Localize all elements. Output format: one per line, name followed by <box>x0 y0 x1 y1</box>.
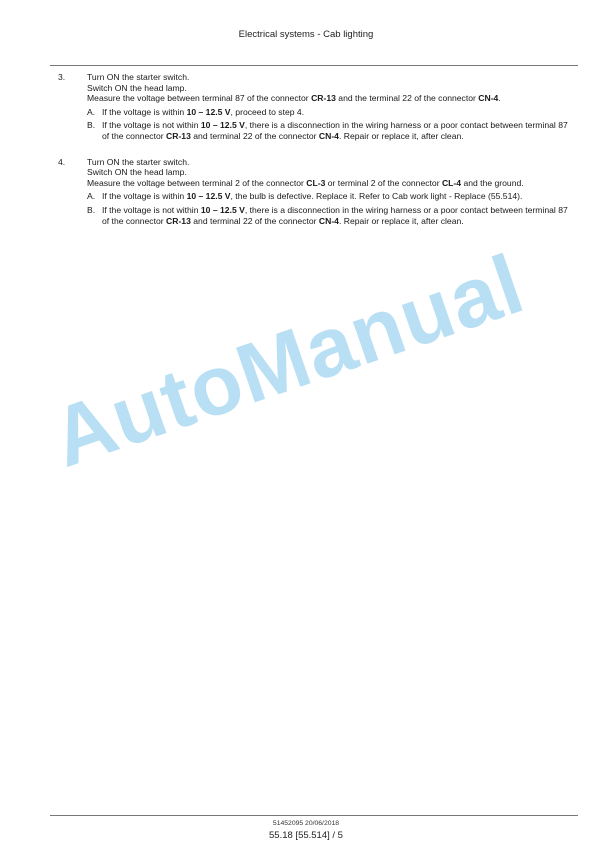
page-number: 55.18 [55.514] / 5 <box>269 830 343 841</box>
step-number: 3. <box>58 72 66 82</box>
voltage-range: 10 – 12.5 V <box>186 191 231 202</box>
instruction-line: Switch ON the head lamp. <box>87 82 187 93</box>
connector-label: CR-13 <box>311 93 336 104</box>
step-number: 4. <box>58 156 66 167</box>
header-divider <box>50 65 578 66</box>
substep-letter: A. <box>87 191 96 202</box>
instruction-line: Switch ON the head lamp. <box>87 167 187 178</box>
voltage-range: 10 – 12.5 V <box>200 204 245 215</box>
step-3 <box>50 72 578 142</box>
substep-letter: B. <box>87 120 96 131</box>
connector-label: CN-4 <box>478 93 499 104</box>
step-4 <box>50 157 578 227</box>
substep-a: A. If the voltage is within 10 – 12.5 V, the bulb is defective. Replace it. Refer to Cab work light - Replace (55.514). <box>87 191 523 202</box>
substep-a: A. If the voltage is within 10 – 12.5 V, proceed to step 4. <box>87 106 305 117</box>
connector-label: CL-3 <box>306 177 326 188</box>
substep-letter: A. <box>87 106 96 117</box>
instruction-line: Turn ON the starter switch. <box>87 156 190 167</box>
footer-divider <box>50 815 578 816</box>
connector-label: CN-4 <box>318 130 339 141</box>
connector-label: CN-4 <box>318 215 339 226</box>
connector-label: CR-13 <box>166 215 191 226</box>
substep-letter: B. <box>87 204 96 215</box>
document-code: 51452095 20/06/2018 <box>272 820 340 827</box>
substep-b: B. If the voltage is not within 10 – 12.5 V, there is a disconnection in the wiring harness or a poor contact between terminal 87 of the connector CR-13 and terminal 22 of the connector CN-4. Repair or replace it, after clean. <box>87 120 568 141</box>
connector-label: CL-4 <box>441 177 462 188</box>
watermark-logo: AutoManual <box>40 236 535 485</box>
voltage-range: 10 – 12.5 V <box>186 106 231 117</box>
voltage-range: 10 – 12.5 V <box>200 120 245 131</box>
substep-b: B. If the voltage is not within 10 – 12.5 V, there is a disconnection in the wiring harness or a poor contact between terminal 87 of the connector CR-13 and terminal 22 of the connector CN-4. Repair or replace it, after clean. <box>87 204 568 226</box>
measure-instruction: Measure the voltage between terminal 87 of the connector CR-13 and the terminal 22 of the connector CN-4. <box>87 93 501 104</box>
connector-label: CR-13 <box>166 130 191 141</box>
page-header-title: Electrical systems - Cab lighting <box>238 29 374 40</box>
procedure-content <box>50 72 578 241</box>
measure-instruction: Measure the voltage between terminal 2 of the connector CL-3 or terminal 2 of the connector CL-4 and the ground. <box>87 177 524 188</box>
instruction-line: Turn ON the starter switch. <box>87 72 190 82</box>
